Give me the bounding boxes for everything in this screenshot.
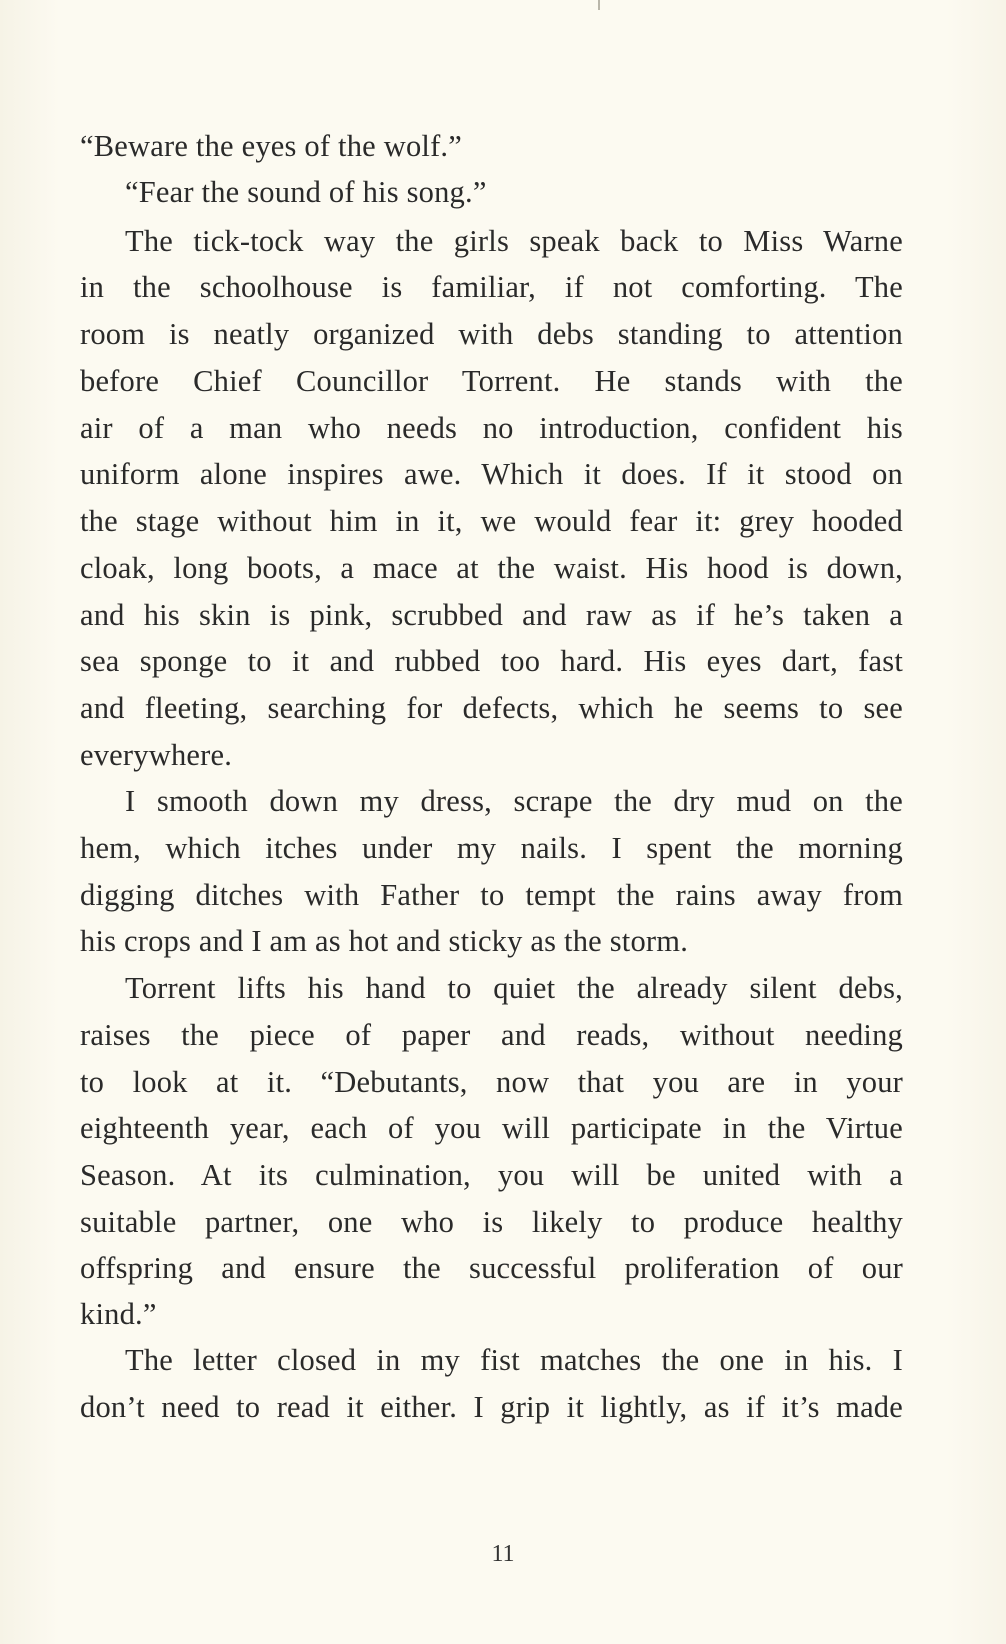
text-line: The letter closed in my fist matches the one in his. I <box>125 1343 903 1377</box>
text-line: and fleeting, searching for defects, which he seems to see <box>80 691 903 725</box>
text-line: suitable partner, one who is likely to produce healthy <box>80 1205 903 1239</box>
text-line: everywhere. <box>80 738 233 772</box>
text-line: his crops and I am as hot and sticky as the storm. <box>80 924 689 958</box>
text-line: “Beware the eyes of the wolf.” <box>80 129 462 163</box>
text-line: The tick-tock way the girls speak back to Miss Warne <box>125 224 903 258</box>
text-line: and his skin is pink, scrubbed and raw as if he’s taken a <box>80 598 903 632</box>
text-line: eighteenth year, each of you will participate in the Virtue <box>80 1111 903 1145</box>
text-line: hem, which itches under my nails. I spent the morning <box>80 831 903 865</box>
text-line: sea sponge to it and rubbed too hard. His eyes dart, fast <box>80 644 903 678</box>
text-line: digging ditches with Father to tempt the rains away from <box>80 878 903 912</box>
text-line: uniform alone inspires awe. Which it does. If it stood on <box>80 457 903 491</box>
text-line: room is neatly organized with debs standing to attention <box>80 317 903 351</box>
text-line: kind.” <box>80 1297 157 1331</box>
text-line: “Fear the sound of his song.” <box>125 175 487 209</box>
text-line: to look at it. “Debutants, now that you are in your <box>80 1065 903 1099</box>
text-line: Torrent lifts his hand to quiet the already silent debs, <box>125 971 903 1005</box>
text-line: Season. At its culmination, you will be united with a <box>80 1158 903 1192</box>
text-line: in the schoolhouse is familiar, if not comforting. The <box>80 270 903 304</box>
page-edge-mark <box>598 0 600 10</box>
page-number: 11 <box>491 1541 515 1567</box>
text-line: air of a man who needs no introduction, confident his <box>80 411 903 445</box>
text-line: cloak, long boots, a mace at the waist. His hood is down, <box>80 551 903 585</box>
text-line: don’t need to read it either. I grip it lightly, as if it’s made <box>80 1390 903 1424</box>
text-line: offspring and ensure the successful proliferation of our <box>80 1251 903 1285</box>
text-line: before Chief Councillor Torrent. He stands with the <box>80 364 903 398</box>
text-line: I smooth down my dress, scrape the dry mud on the <box>125 784 903 818</box>
text-line: raises the piece of paper and reads, without needing <box>80 1018 903 1052</box>
text-line: the stage without him in it, we would fear it: grey hooded <box>80 504 903 538</box>
